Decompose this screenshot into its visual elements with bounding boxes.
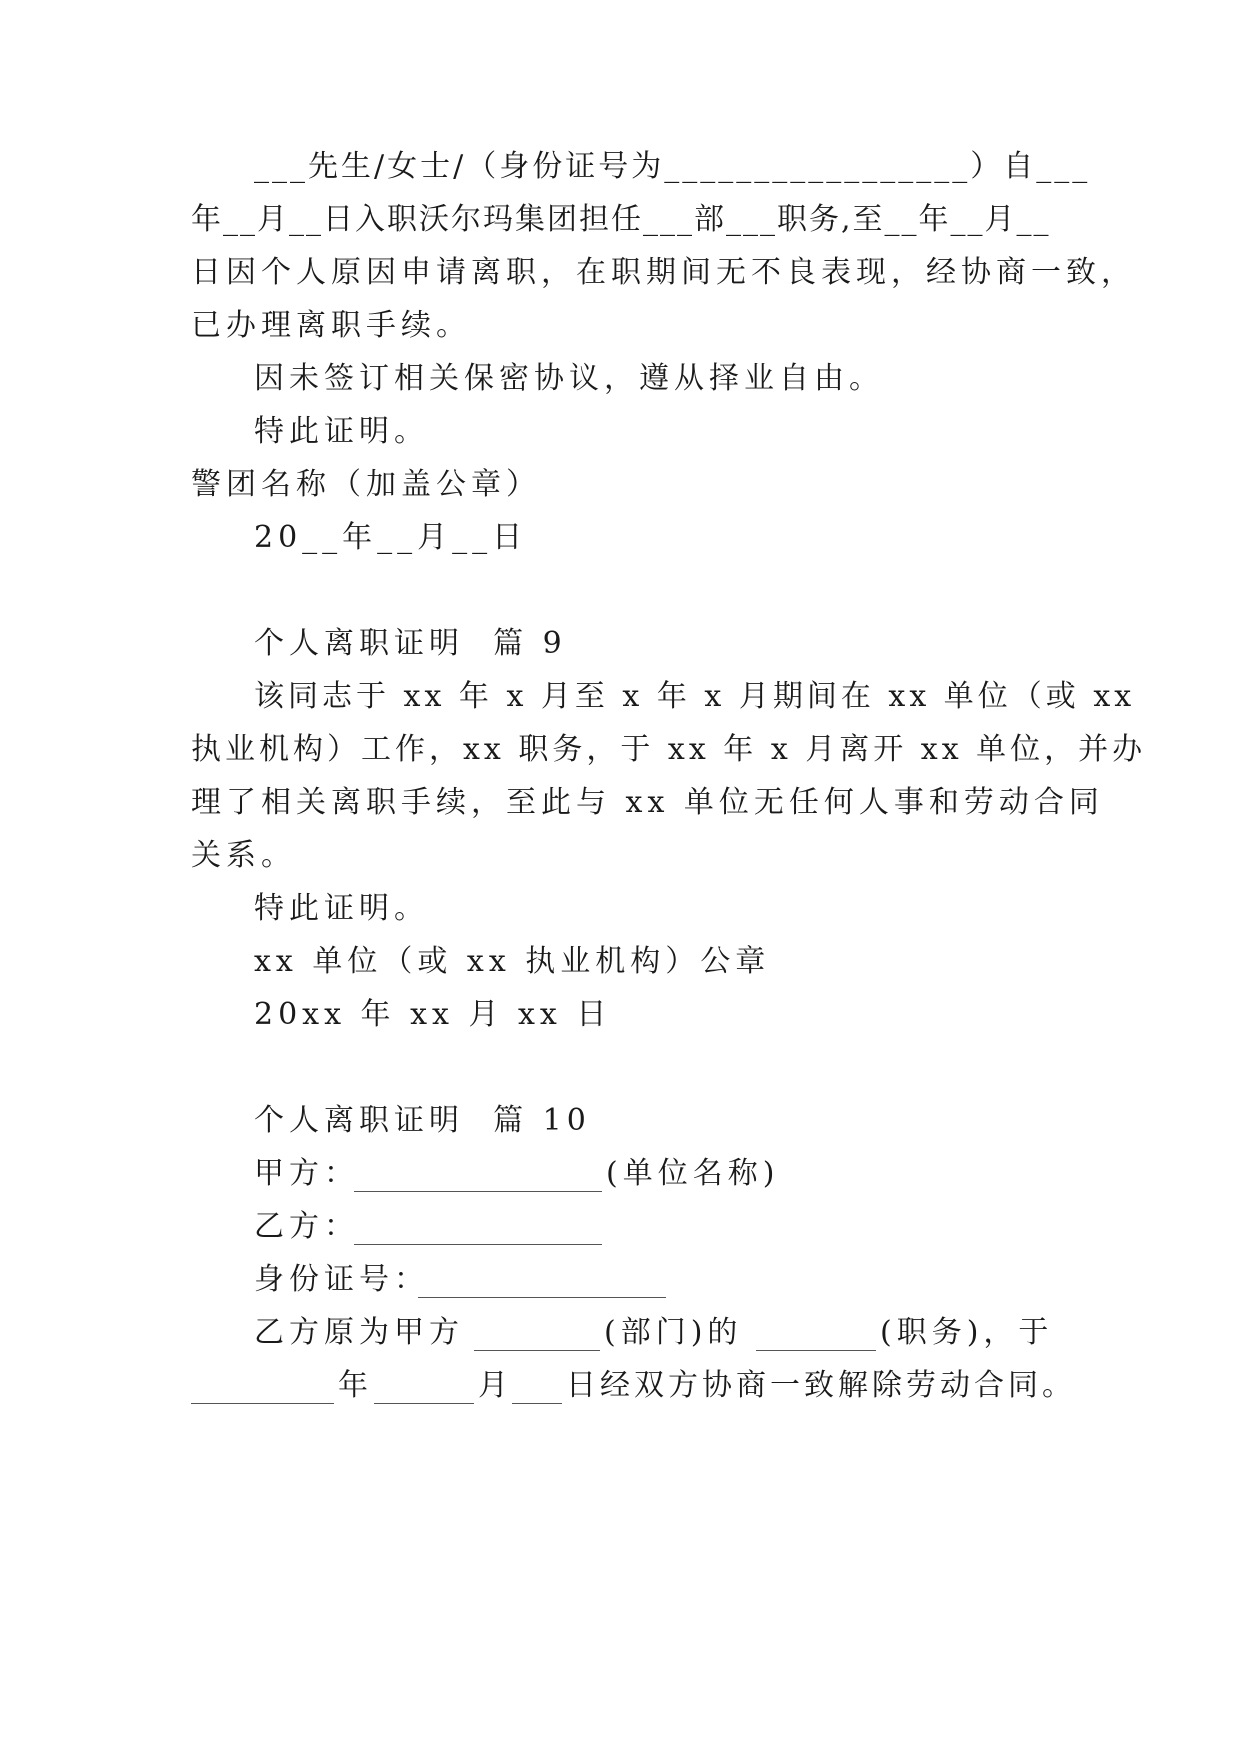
section8-signature: 警团名称（加盖公章）	[191, 467, 541, 502]
body-line2-month: 月	[478, 1368, 513, 1403]
section8-line-4: 已办理离职手续。	[191, 308, 471, 343]
position-blank	[756, 1350, 876, 1351]
section9-date: 20xx 年 xx 月 xx 日	[254, 997, 612, 1032]
party-a-blank	[354, 1191, 602, 1192]
body-line2-text: 日经双方协商一致解除劳动合同。	[566, 1368, 1076, 1403]
section8-line-3: 日因个人原因申请离职，在职期间无不良表现，经协商一致，	[191, 255, 1136, 290]
section9-closing: 特此证明。	[254, 891, 429, 926]
section8-date: 20__年__月__日	[254, 520, 528, 555]
day-blank	[512, 1403, 562, 1404]
section8-paragraph-2: 因未签订相关保密协议，遵从择业自由。	[254, 361, 884, 396]
party-a-suffix: (单位名称)	[606, 1156, 780, 1191]
section9-line-4: 关系。	[191, 838, 296, 873]
id-number-blank	[418, 1297, 666, 1298]
section8-closing: 特此证明。	[254, 414, 429, 449]
body-line1-text-c: (职务)，于	[880, 1315, 1054, 1350]
department-blank	[474, 1350, 600, 1351]
section9-title: 个人离职证明 篇 9	[254, 626, 567, 661]
body-line1-text-b: (部门)的	[604, 1315, 743, 1350]
year-blank	[191, 1403, 334, 1404]
month-blank	[374, 1403, 474, 1404]
section9-line-3: 理了相关离职手续，至此与 xx 单位无任何人事和劳动合同	[191, 785, 1104, 820]
section9-signature: xx 单位（或 xx 执业机构）公章	[254, 944, 771, 979]
section9-line-1: 该同志于 xx 年 x 月至 x 年 x 月期间在 xx 单位（或 xx	[254, 679, 1136, 714]
id-number-label: 身份证号：	[254, 1262, 429, 1297]
party-b-label: 乙方：	[254, 1209, 359, 1244]
section8-line-2: 年__月__日入职沃尔玛集团担任___部___职务,至__年__月__	[191, 202, 1051, 237]
section10-title: 个人离职证明 篇 10	[254, 1103, 591, 1138]
body-line2-year: 年	[338, 1368, 373, 1403]
party-b-blank	[354, 1244, 602, 1245]
section8-line-1: ___先生/女士/（身份证号为_________________）自___	[254, 149, 1091, 184]
body-line1-text-a: 乙方原为甲方	[254, 1315, 464, 1350]
party-a-label: 甲方：	[254, 1156, 359, 1191]
section9-line-2: 执业机构）工作，xx 职务，于 xx 年 x 月离开 xx 单位，并办	[191, 732, 1147, 767]
